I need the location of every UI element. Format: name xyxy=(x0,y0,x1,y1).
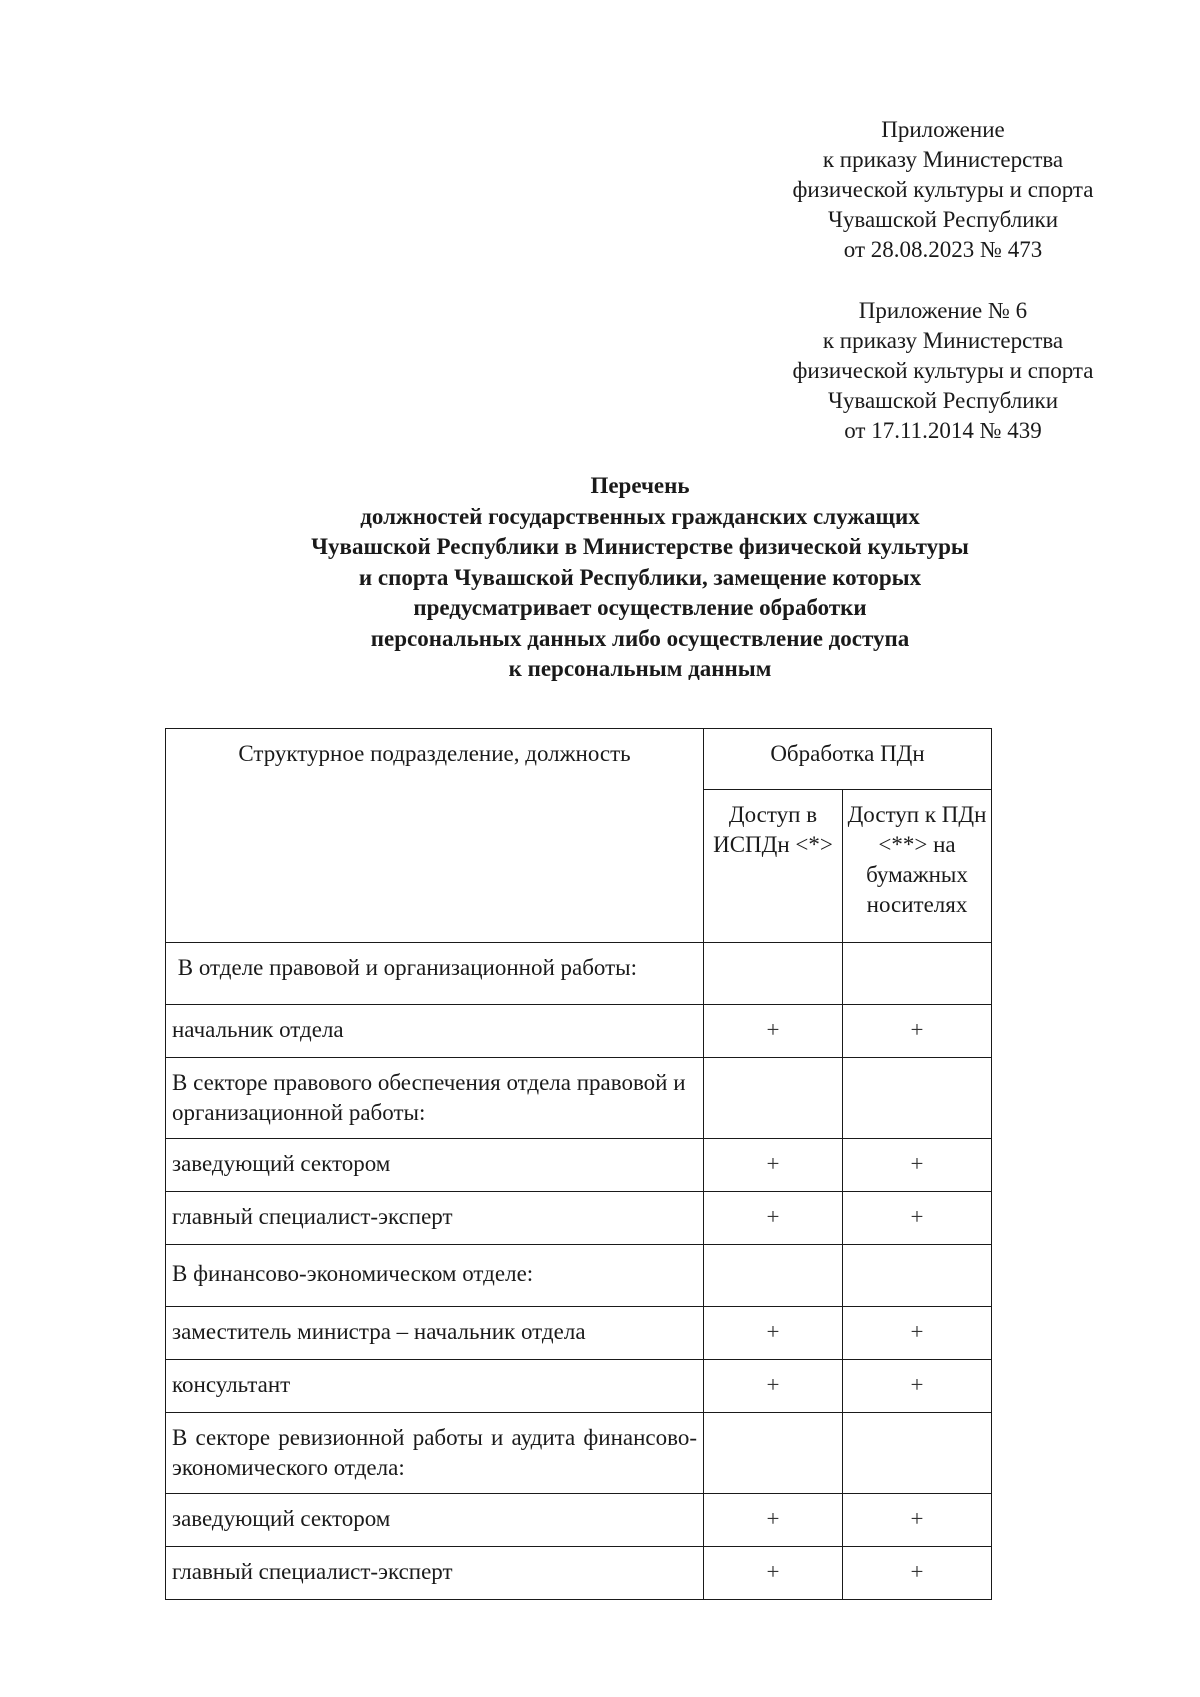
appendix-line: к приказу Министерства xyxy=(822,328,1064,353)
row-ispdn-mark: + xyxy=(704,1192,843,1245)
title-line: Перечень xyxy=(590,473,690,498)
row-paper-mark: + xyxy=(843,1192,992,1245)
table-row xyxy=(166,1360,992,1413)
row-label: В финансово-экономическом отделе: xyxy=(166,1245,704,1307)
row-label: заведующий сектором xyxy=(166,1494,704,1547)
row-ispdn-mark xyxy=(704,1413,843,1494)
table-row xyxy=(166,1005,992,1058)
table-row xyxy=(166,1307,992,1360)
row-ispdn-mark: + xyxy=(704,1139,843,1192)
row-label: В секторе ревизионной работы и аудита финансово-экономического отдела: xyxy=(166,1413,704,1494)
positions-table xyxy=(165,728,992,1600)
header-processing-cell: Обработка ПДн xyxy=(704,729,992,790)
row-label: В секторе правового обеспечения отдела правовой и организационной работы: xyxy=(166,1058,704,1139)
appendix-line: к приказу Министерства xyxy=(822,147,1064,172)
table-row xyxy=(166,1494,992,1547)
appendix-current-order xyxy=(742,115,1144,265)
appendix-line: Чувашской Республики xyxy=(827,207,1059,232)
table-row xyxy=(166,943,992,1005)
title-line: персональных данных либо осуществление доступа xyxy=(370,625,910,651)
row-label: главный специалист-эксперт xyxy=(166,1192,704,1245)
row-paper-mark: + xyxy=(843,1547,992,1600)
row-ispdn-mark: + xyxy=(704,1547,843,1600)
appendix-original-order xyxy=(742,296,1144,446)
row-paper-mark xyxy=(843,1245,992,1307)
row-paper-mark: + xyxy=(843,1360,992,1413)
row-paper-mark xyxy=(843,1413,992,1494)
row-paper-mark xyxy=(843,1058,992,1139)
row-paper-mark: + xyxy=(843,1307,992,1360)
row-ispdn-mark: + xyxy=(704,1005,843,1058)
appendix-line: физической культуры и спорта xyxy=(792,177,1094,202)
appendix-line: Чувашской Республики xyxy=(827,388,1059,413)
row-label: заместитель министра – начальник отдела xyxy=(166,1307,704,1360)
row-label: В отделе правовой и организационной работы: xyxy=(166,943,704,1005)
row-ispdn-mark: + xyxy=(704,1360,843,1413)
row-label: консультант xyxy=(166,1360,704,1413)
row-paper-mark xyxy=(843,943,992,1005)
row-label: заведующий сектором xyxy=(166,1139,704,1192)
title-line: и спорта Чувашской Республики, замещение которых xyxy=(358,564,922,590)
title-line: Чувашской Республики в Министерстве физической культуры xyxy=(311,534,969,559)
title-line: к персональным данным xyxy=(508,656,772,681)
row-paper-mark: + xyxy=(843,1005,992,1058)
appendix-line: Приложение xyxy=(881,117,1005,142)
title-line: предусматривает осуществление обработки xyxy=(413,595,867,620)
row-ispdn-mark xyxy=(704,1245,843,1307)
row-ispdn-mark xyxy=(704,1058,843,1139)
appendix-line: Приложение № 6 xyxy=(858,298,1028,323)
table-row xyxy=(166,1245,992,1307)
row-paper-mark: + xyxy=(843,1494,992,1547)
document-title xyxy=(200,471,1080,685)
appendix-line: физической культуры и спорта xyxy=(792,358,1094,383)
row-label: начальник отдела xyxy=(166,1005,704,1058)
row-paper-mark: + xyxy=(843,1139,992,1192)
title-line: должностей государственных гражданских служащих xyxy=(360,503,920,529)
header-paper-cell: Доступ к ПДн <**> на бумажных носителях xyxy=(843,790,992,943)
table-row xyxy=(166,1413,992,1494)
table-row xyxy=(166,1547,992,1600)
row-label: главный специалист-эксперт xyxy=(166,1547,704,1600)
table-row xyxy=(166,1058,992,1139)
row-ispdn-mark: + xyxy=(704,1307,843,1360)
header-position-cell: Структурное подразделение, должность xyxy=(166,729,704,943)
table-header-row xyxy=(166,729,992,790)
row-ispdn-mark xyxy=(704,943,843,1005)
table-row xyxy=(166,1192,992,1245)
appendix-line: от 17.11.2014 № 439 xyxy=(844,418,1042,443)
appendix-line: от 28.08.2023 № 473 xyxy=(843,237,1043,262)
header-ispdn-cell: Доступ в ИСПДн <*> xyxy=(704,790,843,943)
table-row xyxy=(166,1139,992,1192)
row-ispdn-mark: + xyxy=(704,1494,843,1547)
